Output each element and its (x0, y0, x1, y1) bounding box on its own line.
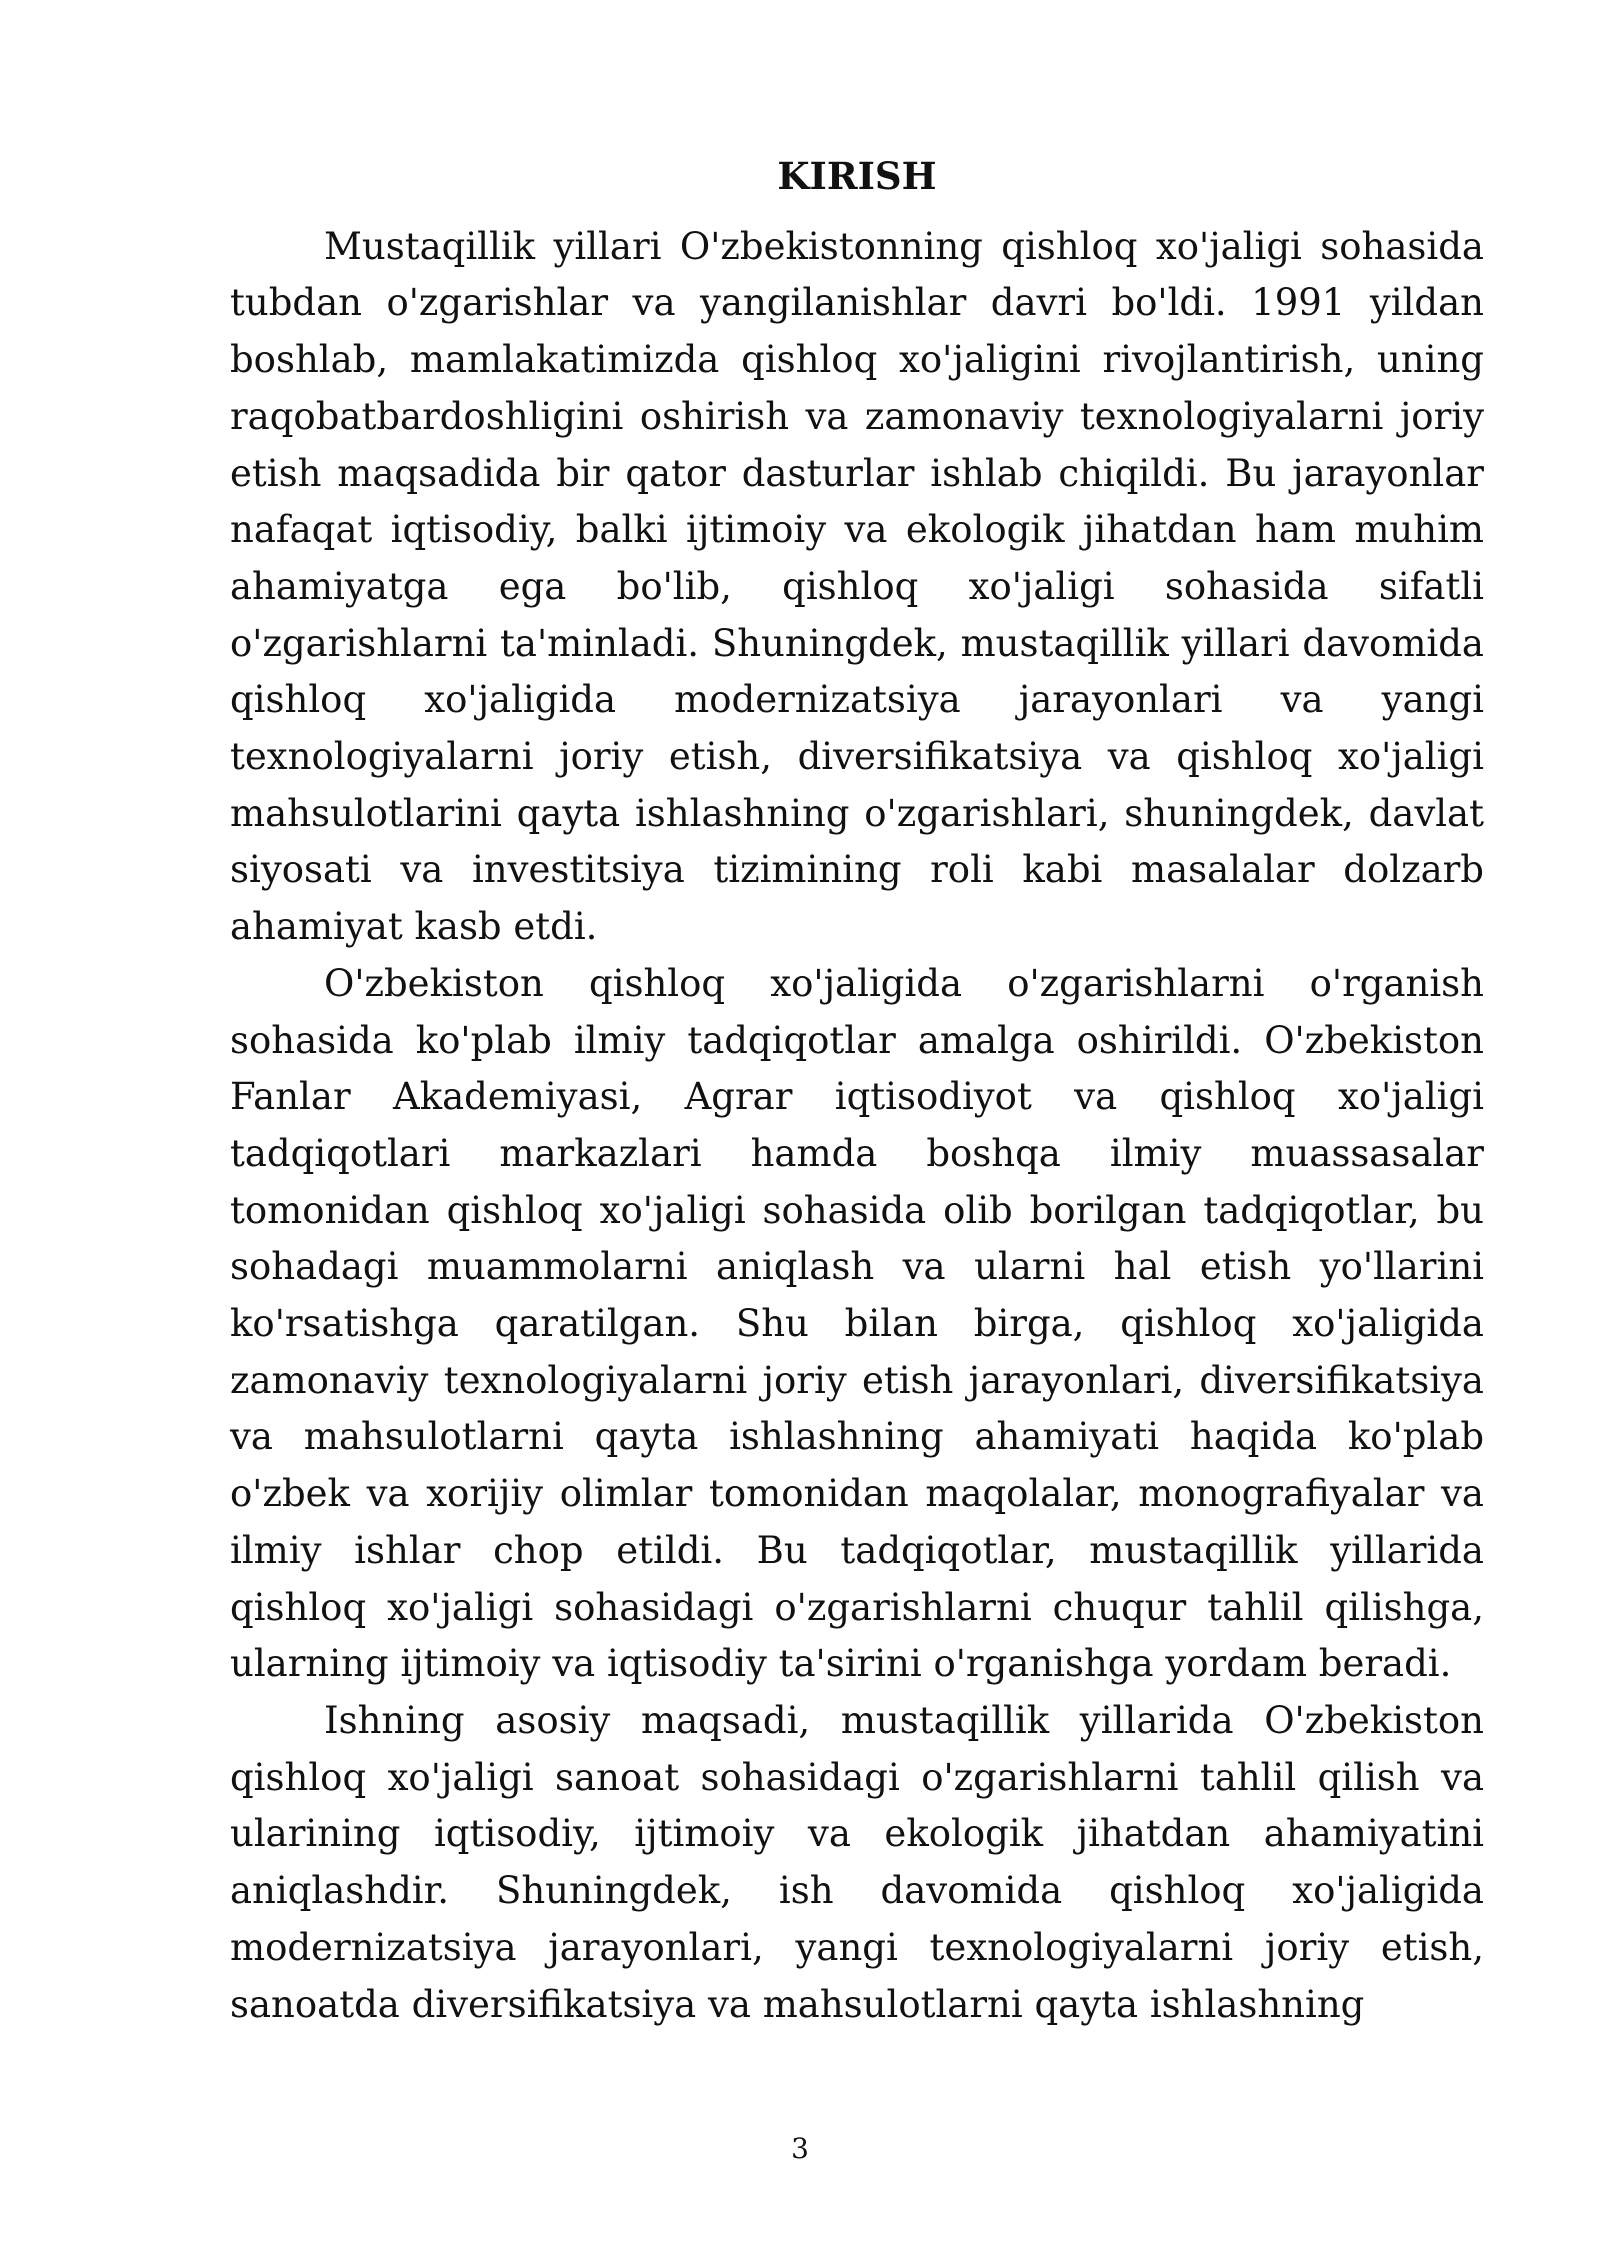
section-heading: KIRISH (777, 154, 937, 198)
paragraph-3: Ishning asosiy maqsadi, mustaqillik yillarida O'zbekiston qishloq xo'jaligi sanoat sohasidagi o'zgarishlarni tahlil qilish va ularining iqtisodiy, ijtimoiy va ekologik jihatdan ahamiyatini aniqlashdir. Shuningdek, ish davomida qishloq xo'jaligida modernizatsiya jarayonlari, yangi texnologiyalarni joriy etish, sanoatda diversifikatsiya va mahsulotlarni qayta ishlashning (230, 1698, 1484, 2026)
page-content (230, 148, 1484, 2033)
paragraph-1: Mustaqillik yillari O'zbekistonning qishloq xo'jaligi sohasida tubdan o'zgarishlar va yangilanishlar davri bo'ldi. 1991 yildan boshlab, mamlakatimizda qishloq xo'jaligini rivojlantirish, uning raqobatbardoshligini oshirish va zamonaviy texnologiyalarni joriy etish maqsadida bir qator dasturlar ishlab chiqildi. Bu jarayonlar nafaqat iqtisodiy, balki ijtimoiy va ekologik jihatdan ham muhim ahamiyatga ega bo'lib, qishloq xo'jaligi sohasida sifatli o'zgarishlarni ta'minladi. Shuningdek, mustaqillik yillari davomida qishloq xo'jaligida modernizatsiya jarayonlari va yangi texnologiyalarni joriy etish, diversifikatsiya va qishloq xo'jaligi mahsulotlarini qayta ishlashning o'zgarishlari, shuningdek, davlat siyosati va investitsiya tizimining roli kabi masalalar dolzarb ahamiyat kasb etdi. (230, 224, 1484, 949)
page-number: 3 (791, 2132, 809, 2165)
paragraph-2: O'zbekiston qishloq xo'jaligida o'zgarishlarni o'rganish sohasida ko'plab ilmiy tadqiqotlar amalga oshirildi. O'zbekiston Fanlar Akademiyasi, Agrar iqtisodiyot va qishloq xo'jaligi tadqiqotlari markazlari hamda boshqa ilmiy muassasalar tomonidan qishloq xo'jaligi sohasida olib borilgan tadqiqotlar, bu sohadagi muammolarni aniqlash va ularni hal etish yo'llarini ko'rsatishga qaratilgan. Shu bilan birga, qishloq xo'jaligida zamonaviy texnologiyalarni joriy etish jarayonlari, diversifikatsiya va mahsulotlarni qayta ishlashning ahamiyati haqida ko'plab o'zbek va xorijiy olimlar tomonidan maqolalar, monografiyalar va ilmiy ishlar chop etildi. Bu tadqiqotlar, mustaqillik yillarida qishloq xo'jaligi sohasidagi o'zgarishlarni chuqur tahlil qilishga, ularning ijtimoiy va iqtisodiy ta'sirini o'rganishga yordam beradi. (230, 961, 1484, 1686)
